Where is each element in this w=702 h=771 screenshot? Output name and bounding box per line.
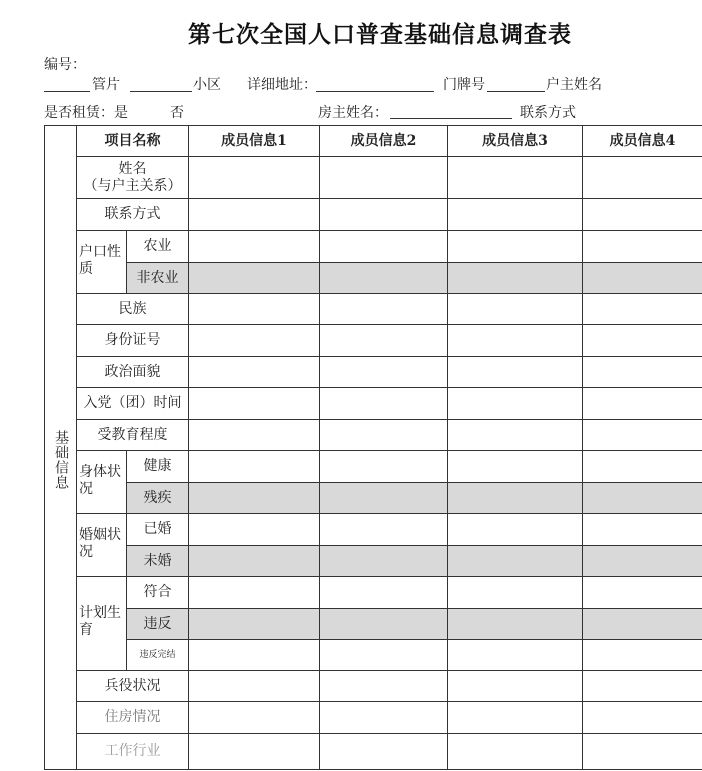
shade-unmarried — [126, 545, 702, 576]
col-header-member-1: 成员信息1 — [221, 132, 287, 149]
row-group-marriage: 婚姻状况 — [79, 527, 121, 560]
row-label-id-number: 身份证号 — [104, 332, 161, 348]
row-group-hukou: 户口性质 — [79, 244, 121, 277]
shade-nonagri — [126, 262, 702, 293]
col-header-member-3: 成员信息3 — [482, 132, 548, 149]
rented-no-label: 否 — [170, 105, 184, 121]
row-label-fp-comply: 符合 — [143, 584, 172, 600]
serial-label: 编号： — [44, 57, 86, 73]
row-label-party-time: 入党（团）时间 — [83, 395, 182, 411]
row-label-fp-violate-done: 违反完结 — [139, 649, 176, 660]
row-label-disabled: 残疾 — [143, 489, 172, 506]
address-label: 详细地址： — [247, 77, 317, 93]
rented-label: 是否租赁：是 — [44, 105, 128, 121]
row-label-ethnicity: 民族 — [118, 300, 147, 317]
contact-label: 联系方式 — [520, 105, 576, 121]
col-header-member-2: 成员信息2 — [350, 132, 417, 149]
shade-disabled — [126, 482, 702, 513]
row-label-hukou-nonagri: 非农业 — [136, 269, 179, 286]
householder-label: 户主姓名 — [546, 77, 602, 93]
row-label-work: 工作行业 — [104, 743, 161, 759]
row-label-married: 已婚 — [143, 521, 172, 537]
row-label-name: 姓名 （与户主关系） — [83, 160, 182, 194]
community-label: 小区 — [193, 77, 221, 93]
col-header-member-4: 成员信息4 — [609, 132, 676, 149]
row-label-unmarried: 未婚 — [143, 552, 172, 569]
door-number-label: 门牌号 — [443, 77, 485, 93]
row-group-health: 身体状况 — [79, 464, 121, 497]
row-label-military: 兵役状况 — [104, 677, 161, 694]
row-label-education: 受教育程度 — [97, 426, 168, 443]
row-label-healthy: 健康 — [143, 458, 172, 474]
row-label-fp-violate: 违反 — [143, 615, 172, 632]
row-label-housing: 住房情况 — [104, 709, 161, 725]
precinct-label: 管片 — [92, 77, 120, 93]
row-label-hukou-agri: 农业 — [143, 238, 172, 254]
shade-violate — [126, 608, 702, 639]
row-group-family-planning: 计划生育 — [79, 605, 121, 638]
landlord-label: 房主姓名： — [318, 105, 388, 121]
row-label-contact: 联系方式 — [104, 206, 161, 222]
section-label-basic-info: 基础信息 — [53, 430, 69, 490]
col-header-item: 项目名称 — [104, 132, 161, 149]
page-title: 第七次全国人口普查基础信息调查表 — [188, 21, 572, 48]
row-label-political: 政治面貌 — [104, 363, 161, 380]
